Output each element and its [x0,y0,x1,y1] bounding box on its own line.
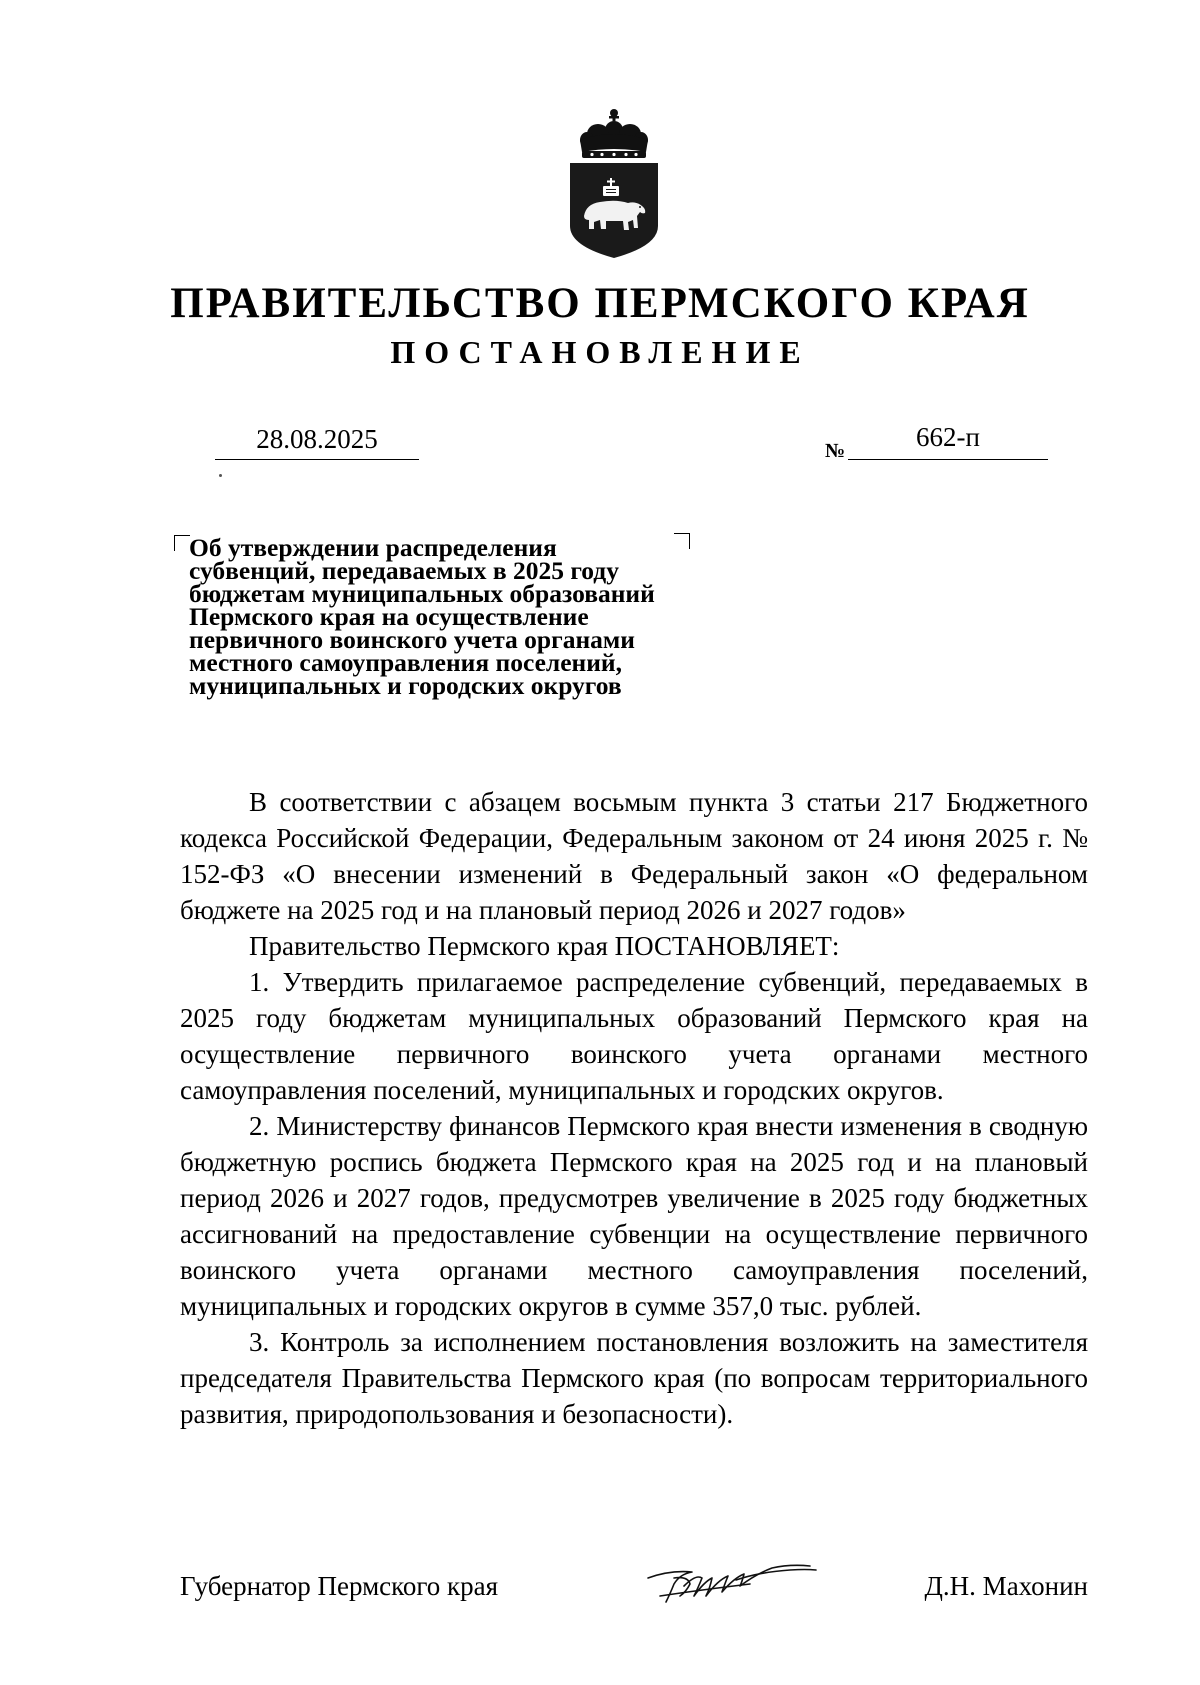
preamble-paragraph: В соответствии с абзацем восьмым пункта 3 статьи 217 Бюджетного кодекса Российской Федерации, Федеральным законом от 24 июня 2025 г. № 152-ФЗ «О внесении изменений в Федеральный закон «О федеральном бюджете на 2025 год и на плановый период 2026 и 2027 годов» [180,787,1088,925]
resolution-statement: Правительство Пермского края ПОСТАНОВЛЯЕТ: [249,931,840,961]
signature-block [180,1564,1088,1604]
handwritten-signature-icon [640,1556,820,1606]
number-sign-label: № [825,440,846,462]
document-type-heading: ПОСТАНОВЛЕНИЕ [390,334,810,370]
subject-line: бюджетам муниципальных образований [189,579,655,608]
clause-1: 1. Утвердить прилагаемое распределение субвенций, передаваемых в 2025 году бюджетам муниципальных образований Пермского края на осуществление первичного воинского учета органами местного самоуправления поселений, муниципальных и городских округов. [180,967,1088,1105]
subject-line: первичного воинского учета органами [189,625,635,654]
subject-line: Об утверждении распределения [189,533,557,562]
subject-line: Пермского края на осуществление [189,602,589,631]
document-number: 662-п [848,417,1048,460]
clause-2: 2. Министерству финансов Пермского края внести изменения в сводную бюджетную роспись бюджета Пермского края на 2025 год и на плановый период 2026 и 2027 годов, предусмотрев увеличение в 2025 году бюджетных ассигнований на предоставление субвенции на осуществление первичного воинского учета органами местного самоуправления поселений, муниципальных и городских округов в сумме 357,0 тыс. рублей. [180,1111,1088,1321]
subject-line: местного самоуправления поселений, [189,648,623,677]
organization-title: ПРАВИТЕЛЬСТВО ПЕРМСКОГО КРАЯ [170,280,1030,327]
scan-dot [219,474,222,477]
signer-position: Губернатор Пермского края [180,1571,499,1601]
document-subject [189,533,749,700]
document-date: 28.08.2025 [215,419,419,460]
subject-line: муниципальных и городских округов [189,671,622,700]
clause-3: 3. Контроль за исполнением постановления возложить на заместителя председателя Правительства Пермского края (по вопросам территориального развития, природопользования и безопасности). [180,1327,1088,1429]
subject-left-bracket [174,535,190,551]
coat-of-arms-icon [566,108,662,260]
subject-line: субвенций, передаваемых в 2025 году [189,556,619,585]
document-body [180,784,1088,1432]
signer-name: Д.Н. Махонин [924,1571,1088,1601]
